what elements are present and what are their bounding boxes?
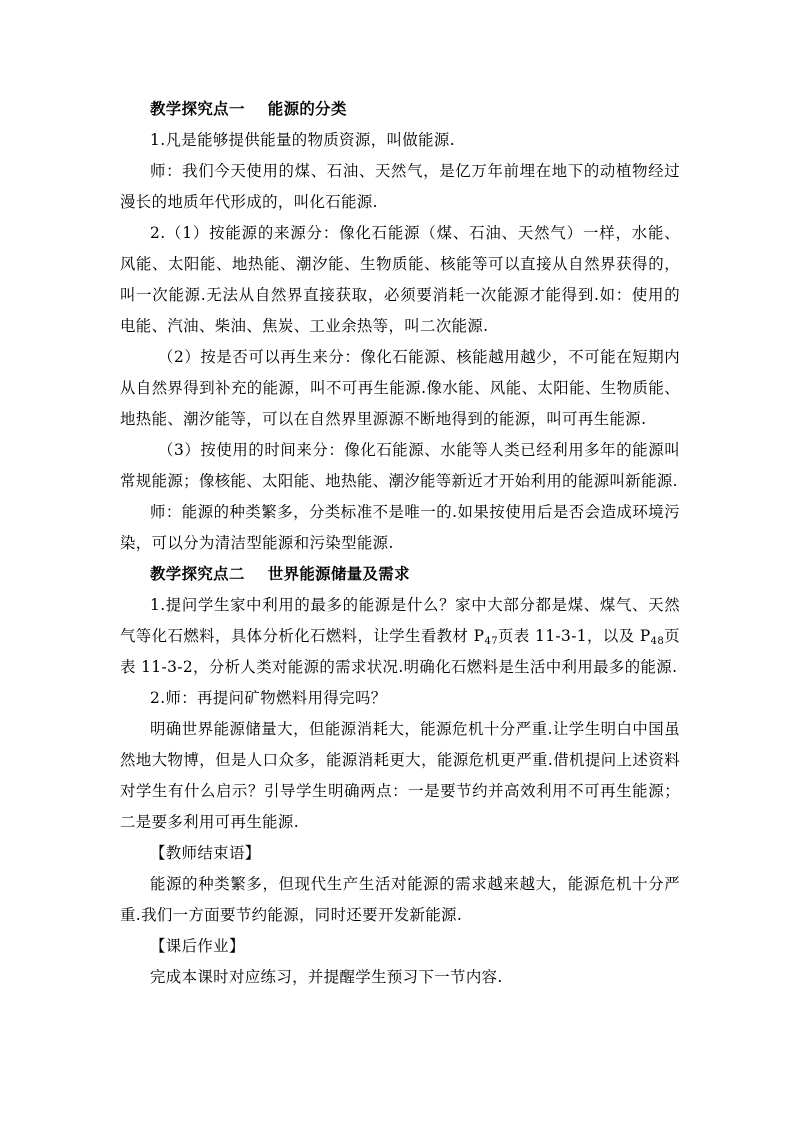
section2-paragraph-3: 明确世界能源储量大，但能源消耗大，能源危机十分严重.让学生明白中国虽然地大物博，但是人口众多，能源消耗更大，能源危机更严重.借机提问上述资料对学生有什么启示？引导学生明确两点：一是要节约并高效利用不可再生能源；二是要多利用可再生能源. xyxy=(120,720,680,831)
section2-paragraph-2: 2.师：再提问矿物燃料用得完吗？ xyxy=(150,689,387,707)
section1-paragraph-5: （3）按使用的时间来分：像化石能源、水能等人类已经利用多年的能源叫常规能源；像核能、太阳能、地热能、潮汐能等新近才开始利用的能源叫新能源. xyxy=(120,441,680,490)
page-number-subscript-47: 47 xyxy=(484,636,498,647)
homework-title: 【课后作业】 xyxy=(150,937,245,955)
conclusion-title: 【教师结束语】 xyxy=(150,844,261,862)
page-number-subscript-48: 48 xyxy=(650,636,665,647)
section2-heading: 教学探究点二 世界能源储量及需求 xyxy=(150,565,410,583)
homework-text: 完成本课时对应练习，并提醒学生预习下一节内容. xyxy=(150,968,503,986)
document-body xyxy=(120,94,680,993)
conclusion-text: 能源的种类繁多，但现代生产生活对能源的需求越来越大，能源危机十分严重.我们一方面要节约能源，同时还要开发新能源. xyxy=(120,875,680,924)
section1-paragraph-1: 1.凡是能够提供能量的物质资源，叫做能源. xyxy=(150,131,456,149)
section1-heading: 教学探究点一 能源的分类 xyxy=(150,100,347,118)
section2-paragraph-1-part-a: 1.提问学生家中利用的最多的能源是什么？家中大部分都是煤、煤气、天然气等化石燃料，具体分析化石燃料，让学生看教材 P xyxy=(120,596,680,645)
section2-paragraph-1 xyxy=(120,590,680,683)
section2-paragraph-1-part-b: 页表 11-3-1，以及 P xyxy=(497,627,651,645)
section1-paragraph-6: 师：能源的种类繁多，分类标准不是唯一的.如果按使用后是否会造成环境污染，可以分为清洁型能源和污染型能源. xyxy=(120,503,680,552)
section2-paragraph-1-part-c: 页表 11-3-2，分析人类对能源的需求状况.明确化石燃料是生活中利用最多的能源. xyxy=(120,627,680,676)
section1-paragraph-3: 2.（1）按能源的来源分：像化石能源（煤、石油、天然气）一样，水能、风能、太阳能、地热能、潮汐能、生物质能、核能等可以直接从自然界获得的，叫一次能源.无法从自然界直接获取，必须要消耗一次能源才能得到.如：使用的电能、汽油、柴油、焦炭、工业余热等，叫二次能源. xyxy=(120,224,680,335)
section1-paragraph-2: 师：我们今天使用的煤、石油、天然气，是亿万年前埋在地下的动植物经过漫长的地质年代形成的，叫化石能源. xyxy=(120,162,680,211)
section1-paragraph-4: （2）按是否可以再生来分：像化石能源、核能越用越少，不可能在短期内从自然界得到补充的能源，叫不可再生能源.像水能、风能、太阳能、生物质能、地热能、潮汐能等，可以在自然界里源源不断地得到的能源，叫可再生能源. xyxy=(120,348,680,428)
